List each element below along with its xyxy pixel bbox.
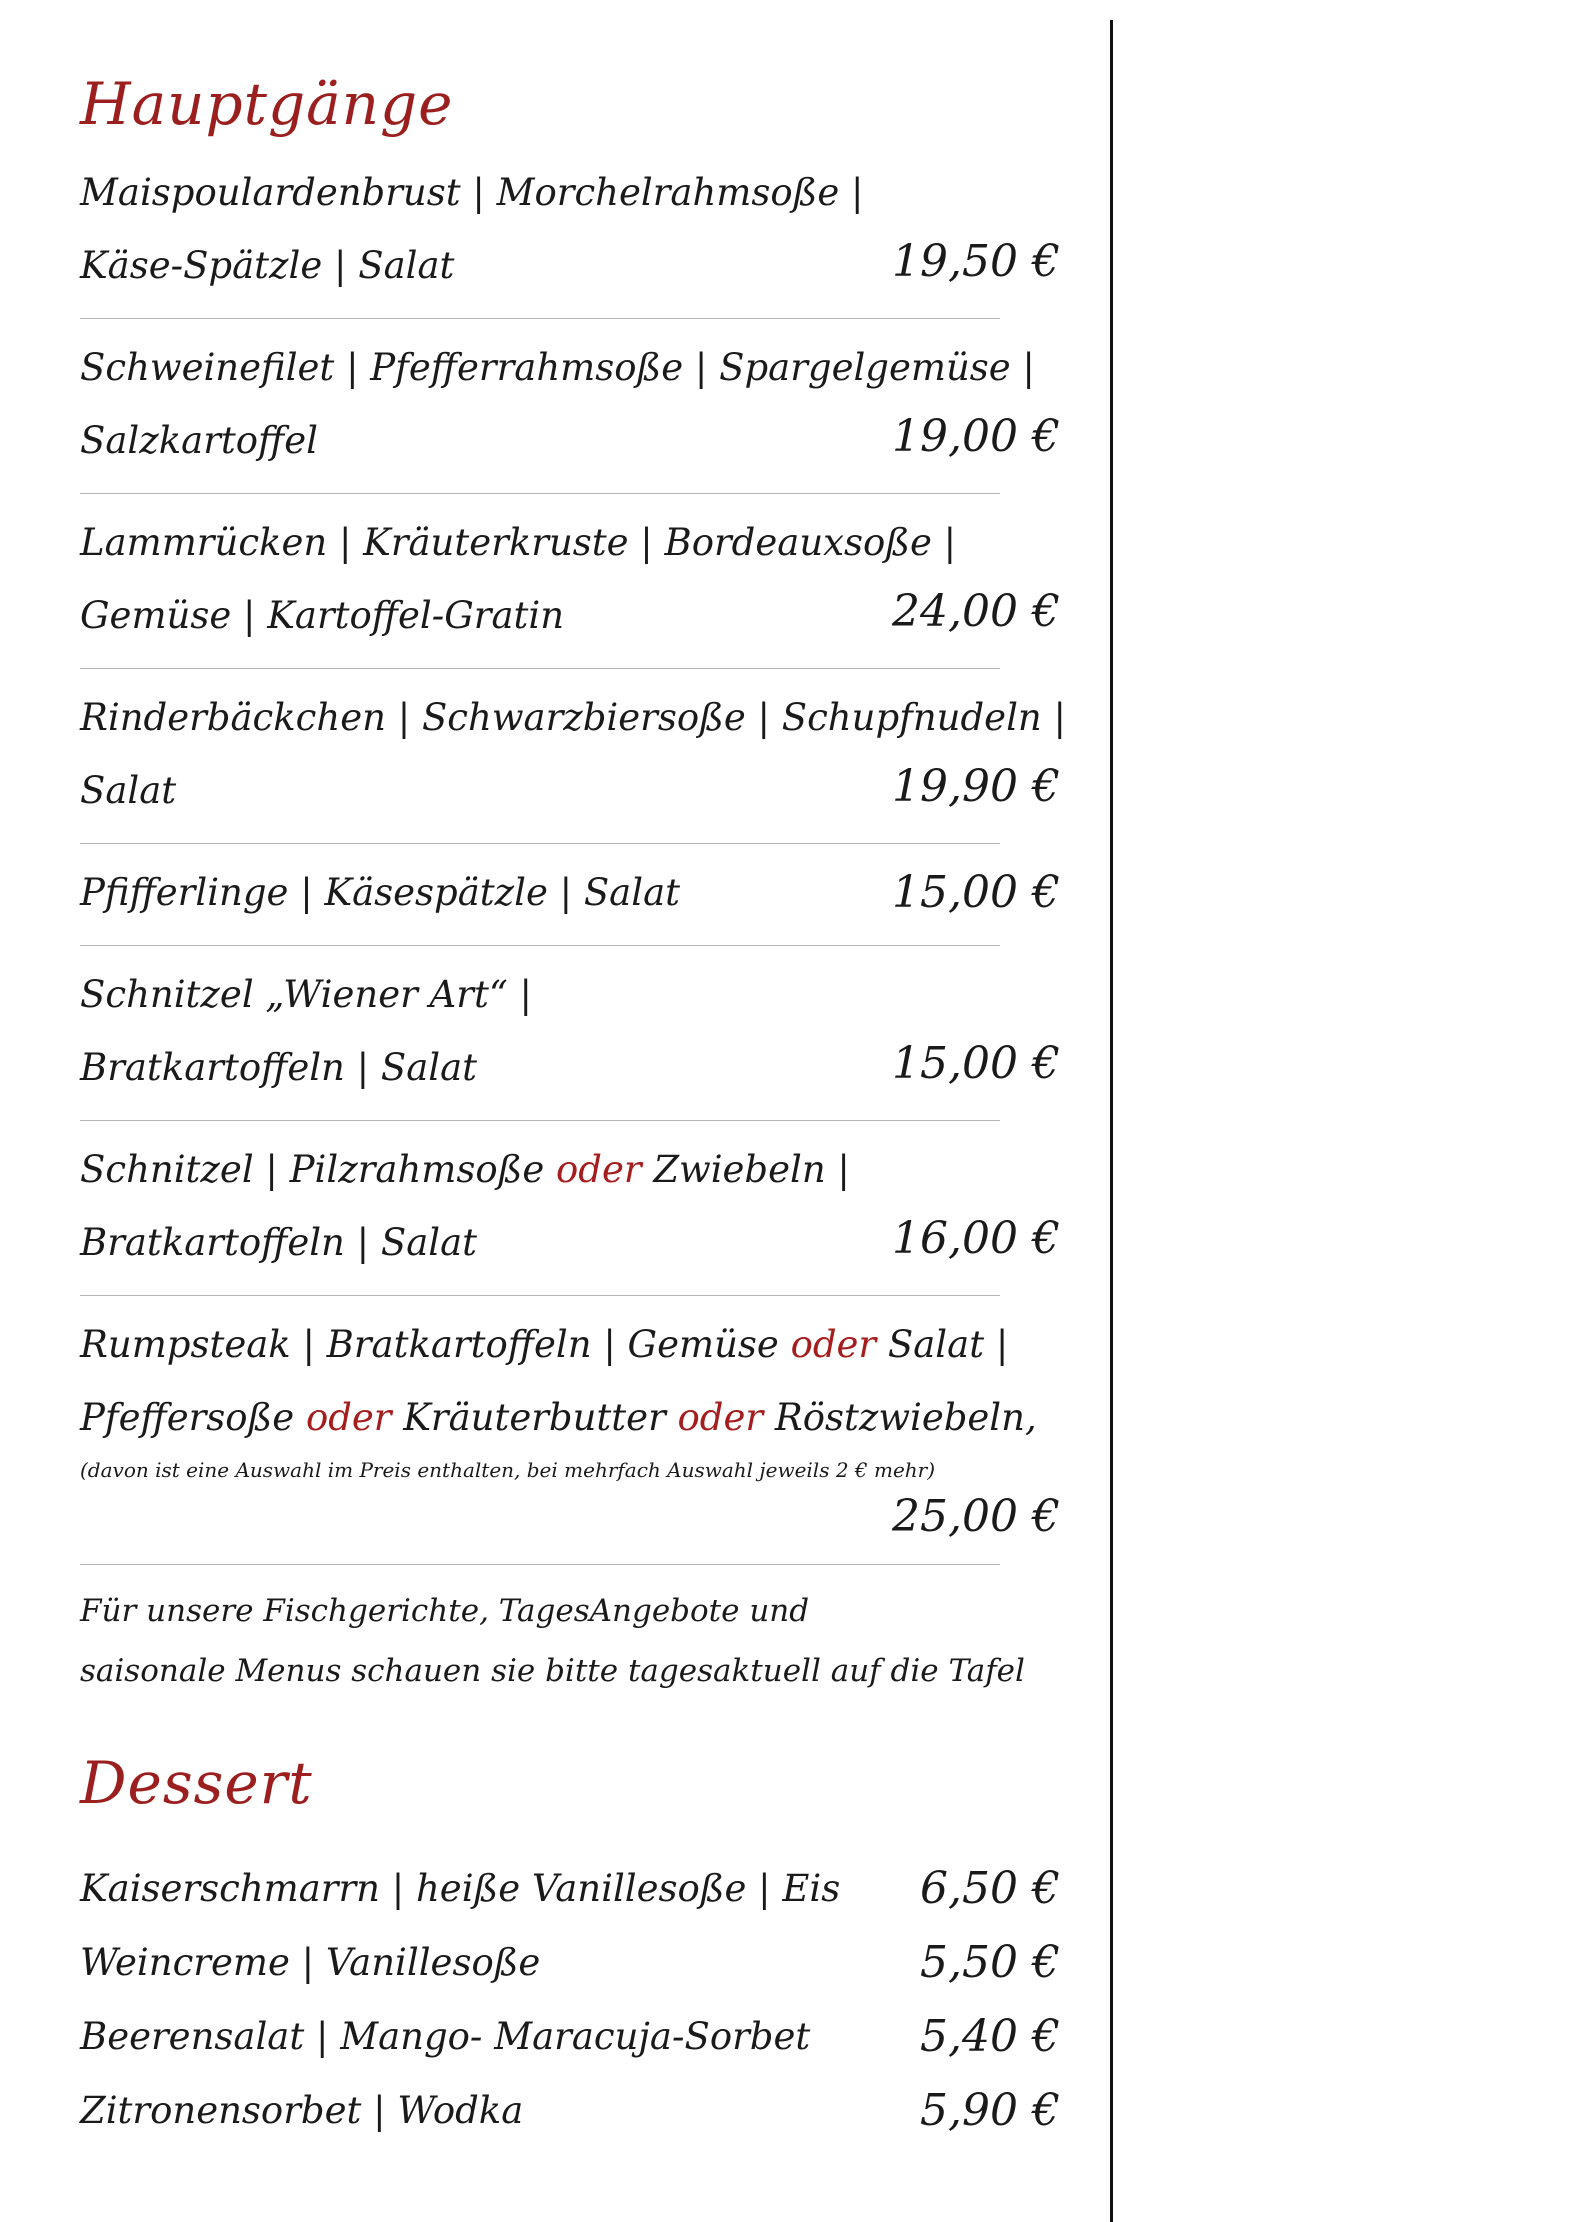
- dessert-price: 6,50 €: [920, 1863, 1060, 1915]
- info-note: [80, 1581, 1060, 1701]
- item-text: Kräuterbutter: [403, 1395, 666, 1439]
- dessert-price: 5,40 €: [920, 2011, 1060, 2063]
- dessert-name: Kaiserschmarrn | heiße Vanillesoße | Eis: [80, 1867, 841, 1911]
- or-connector: oder: [305, 1395, 392, 1439]
- item-line-1: [80, 1133, 890, 1206]
- divider: [80, 668, 1000, 669]
- dessert-item: [80, 2000, 1060, 2074]
- menu-page: [80, 70, 1066, 2148]
- divider: [80, 1295, 1000, 1296]
- item-line-1: Schnitzel „Wiener Art“ |: [80, 972, 532, 1016]
- item-text: Röstzwiebeln,: [774, 1395, 1037, 1439]
- or-connector: oder: [556, 1147, 642, 1191]
- menu-item: [80, 331, 1060, 477]
- info-note-line-2: saisonale Menus schauen sie bitte tagesaktuell auf die Tafel: [80, 1652, 1025, 1689]
- item-price: 25,00 €: [892, 1490, 1060, 1542]
- item-line-1: [80, 1308, 1060, 1381]
- item-price: 19,50 €: [892, 235, 1060, 287]
- menu-item: [80, 506, 1060, 652]
- item-price: 24,00 €: [892, 585, 1060, 637]
- item-line-2: Käse-Spätzle | Salat: [80, 243, 455, 287]
- item-line-2: Salat: [80, 768, 177, 812]
- item-text: Schnitzel | Pilzrahmsoße: [80, 1147, 545, 1191]
- item-price: 16,00 €: [892, 1212, 1060, 1264]
- dessert-item: [80, 1852, 1060, 1926]
- item-line-2: Salzkartoffel: [80, 418, 318, 462]
- item-line-2: Gemüse | Kartoffel-Gratin: [80, 593, 565, 637]
- dessert-price: 5,50 €: [920, 1937, 1060, 1989]
- item-text: Pfeffersoße: [80, 1395, 295, 1439]
- section-title-dessert: Dessert: [80, 1748, 313, 1817]
- section-title-hauptgaenge: Hauptgänge: [80, 70, 454, 138]
- divider: [80, 318, 1000, 319]
- item-price: 15,00 €: [892, 1037, 1060, 1089]
- dessert-name: Beerensalat | Mango- Maracuja-Sorbet: [80, 2015, 811, 2059]
- item-text: Zwiebeln |: [653, 1147, 850, 1191]
- dessert-name: Zitronensorbet | Wodka: [80, 2089, 524, 2133]
- item-line-1: Lammrücken | Kräuterkruste | Bordeauxsoße |: [80, 520, 957, 564]
- dessert-item: [80, 1926, 1060, 2000]
- item-text: Rumpsteak | Bratkartoffeln | Gemüse: [80, 1322, 779, 1366]
- menu-item: [80, 856, 1060, 929]
- item-line-1: Rinderbäckchen | Schwarzbiersoße | Schupfnudeln |: [80, 695, 1066, 739]
- dessert-item: [80, 2074, 1060, 2148]
- menu-item: [80, 958, 1060, 1104]
- item-price: 19,90 €: [892, 760, 1060, 812]
- item-line-2: Bratkartoffeln | Salat: [80, 1045, 478, 1089]
- or-connector: oder: [677, 1395, 764, 1439]
- item-line-1: Schweinefilet | Pfefferrahmsoße | Spargelgemüse |: [80, 345, 1035, 389]
- menu-item: [80, 681, 1066, 827]
- divider: [80, 1120, 1000, 1121]
- item-text: Salat |: [887, 1322, 1009, 1366]
- dessert-name: Weincreme | Vanillesoße: [80, 1941, 541, 1985]
- item-note: (davon ist eine Auswahl im Preis enthalten, bei mehrfach Auswahl jeweils 2 € mehr): [80, 1457, 936, 1482]
- info-note-line-1: Für unsere Fischgerichte, TagesAngebote und: [80, 1592, 810, 1629]
- menu-item-rumpsteak: [80, 1308, 1060, 1548]
- dessert-price: 5,90 €: [920, 2085, 1060, 2137]
- item-price: 19,00 €: [892, 410, 1060, 462]
- or-connector: oder: [790, 1322, 877, 1366]
- divider: [80, 493, 1000, 494]
- item-line-2: [80, 1381, 1060, 1454]
- item-line-1: Maispoulardenbrust | Morchelrahmsoße |: [80, 170, 864, 214]
- menu-item: [80, 1133, 1060, 1279]
- divider: [80, 945, 1000, 946]
- item-price: 15,00 €: [892, 866, 1060, 918]
- item-line-1: Pfifferlinge | Käsespätzle | Salat: [80, 870, 681, 914]
- page-divider-rule: [1110, 20, 1113, 2222]
- menu-item: [80, 156, 1060, 302]
- divider: [80, 843, 1000, 844]
- item-line-2: Bratkartoffeln | Salat: [80, 1220, 478, 1264]
- divider: [80, 1564, 1000, 1565]
